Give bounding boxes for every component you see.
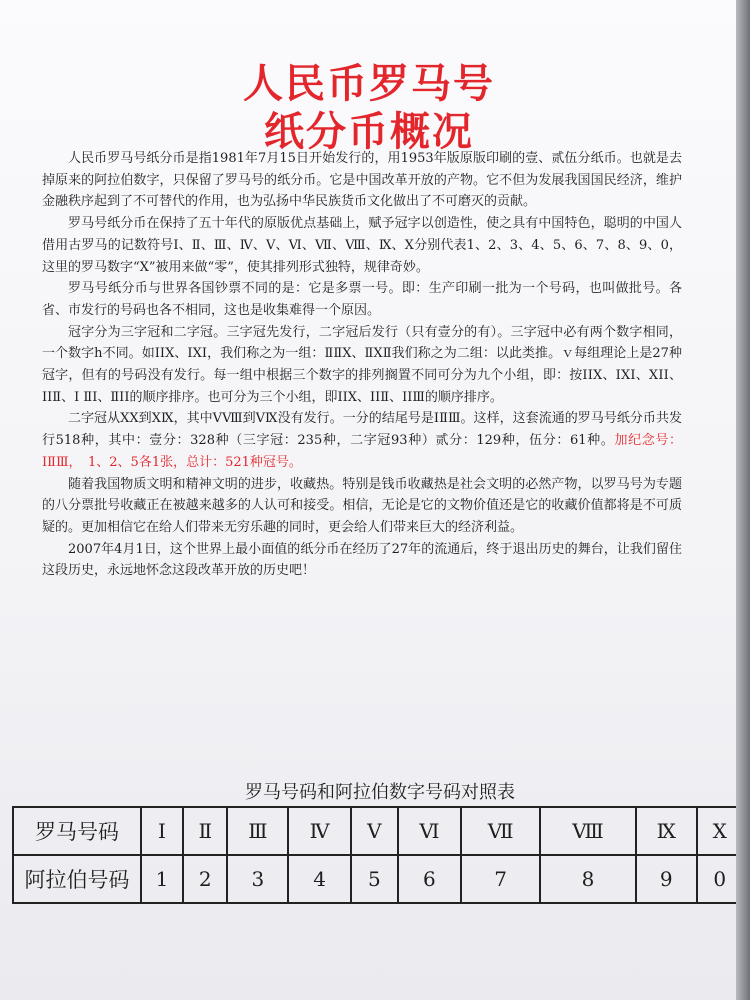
roman-cell: Ⅹ — [697, 807, 738, 855]
arabic-cell: 1 — [141, 855, 183, 903]
paragraph-retirement-text: 2007年4月1日，这个世界上最小面值的纸分币在经历了27年的流通后，终于退出历史的舞台，让我们留住这段历史，永远地怀念这段改革开放的历史吧！ — [42, 541, 682, 579]
roman-cell: Ⅸ — [636, 807, 697, 855]
binder-edge — [736, 0, 750, 1000]
arabic-cell: 9 — [636, 855, 697, 903]
paragraph-issue-count — [42, 408, 682, 473]
roman-cell: Ⅰ — [141, 807, 183, 855]
arabic-cell: 7 — [461, 855, 540, 903]
paragraph-roman-numerals — [42, 213, 682, 278]
paragraph-roman-numerals-text: 罗马号纸分币在保持了五十年代的原版优点基础上，赋予冠字以创造性，使之具有中国特色，聪明的中国人借用古罗马的记数符号Ⅰ、Ⅱ、Ⅲ、Ⅳ、Ⅴ、Ⅵ、Ⅶ、Ⅷ、Ⅸ、Ⅹ分别代表1、2、3、4、5、6、7、8、9、0，这里的罗马数字“Ⅹ”被用来做“零”，使其排列形式独特，规律奇妙。 — [42, 216, 682, 275]
paragraph-collecting — [42, 474, 682, 539]
roman-cell: Ⅶ — [461, 807, 540, 855]
paragraph-issue-count-text: 二字冠从ⅩⅩ到ⅩⅨ，其中ⅤⅧ到ⅤⅨ没有发行。一分的结尾号是ⅠⅡⅢ。这样，这套流通的罗马号纸分币共发行518种，其中：壹分：328种（三字冠：235种，二字冠93种）贰分：129种，伍分：61种。 — [42, 411, 682, 449]
paragraph-collecting-text: 随着我国物质文明和精神文明的进步，收藏热。特别是钱币收藏热是社会文明的必然产物，以罗马号为专题的八分票批号收藏正在被越来越多的人认可和接受。相信，无论是它的文物价值还是它的收藏价值都将是不可质疑的。更加相信它在给人们带来无穷乐趣的同时，更会给人们带来巨大的经济利益。 — [42, 476, 682, 535]
paragraph-retirement — [42, 539, 682, 582]
roman-row-label: 罗马号码 — [13, 807, 141, 855]
roman-cell: Ⅵ — [398, 807, 461, 855]
paragraph-batch-number — [42, 278, 682, 321]
paragraph-prefix-groups-text: 冠字分为三字冠和二字冠。三字冠先发行，二字冠后发行（只有壹分的有）。三字冠中必有两个数字相同，一个数字h不同。如ⅠⅠⅩ、ⅠⅩⅠ，我们称之为一组：ⅡⅡⅩ、ⅡⅩⅡ我们称之为二组：以此类推。ｖ每组理论上是27种冠字，但有的号码没有发行。每一组中根据三个数字的排列搁置不同可分为九个小组，即：按ⅠⅠⅩ、ⅠⅩⅠ、ⅩⅠⅠ、ⅠⅠⅡ、Ⅰ ⅡⅠ、ⅡⅠⅠ的顺序排序。也可分为三个小组，即ⅠⅠⅩ、ⅠⅠⅡ、ⅠⅠⅢ的顺序排序。 — [42, 324, 682, 405]
arabic-cell: 6 — [398, 855, 461, 903]
paragraph-intro-text: 人民币罗马号纸分币是指1981年7月15日开始发行的，用1953年版原版印刷的壹、贰伍分纸币。也就是去掉原来的阿拉伯数字，只保留了罗马号的纸分币。它是中国改革开放的产物。它不但为发展我国国民经济，维护金融秩序起到了不可替代的作用，也为弘扬中华民族货币文化做出了不可磨灭的贡献。 — [42, 151, 682, 210]
arabic-cell: 4 — [288, 855, 351, 903]
roman-cell: Ⅴ — [351, 807, 398, 855]
roman-cell: Ⅱ — [183, 807, 227, 855]
roman-cell: Ⅳ — [288, 807, 351, 855]
arabic-row-label: 阿拉伯号码 — [13, 855, 141, 903]
roman-cell: Ⅲ — [227, 807, 288, 855]
roman-row — [13, 807, 738, 855]
numeral-comparison-table — [12, 806, 738, 904]
arabic-cell: 0 — [697, 855, 738, 903]
paragraph-prefix-groups — [42, 322, 682, 409]
arabic-cell: 5 — [351, 855, 398, 903]
body-text — [42, 148, 682, 582]
document-title-line-1: 人民币罗马号 — [243, 60, 495, 107]
paragraph-batch-number-text: 罗马号纸分币与世界各国钞票不同的是：它是多票一号。即：生产印刷一批为一个号码，也叫做批号。各省、市发行的号码也各不相同，这也是收集难得一个原因。 — [42, 281, 682, 318]
paragraph-intro — [42, 148, 682, 213]
document-title-line-2: 纸分币概况 — [264, 108, 474, 155]
roman-cell: Ⅷ — [540, 807, 636, 855]
table-title: 罗马号码和阿拉伯数字号码对照表 — [245, 782, 515, 803]
arabic-cell: 8 — [540, 855, 636, 903]
arabic-cell: 3 — [227, 855, 288, 903]
arabic-row — [13, 855, 738, 903]
commemorative-note: 加纪念号：ⅠⅡⅢ， 1、2、5各1张，总计：521种冠号。 — [42, 433, 682, 470]
arabic-cell: 2 — [183, 855, 227, 903]
